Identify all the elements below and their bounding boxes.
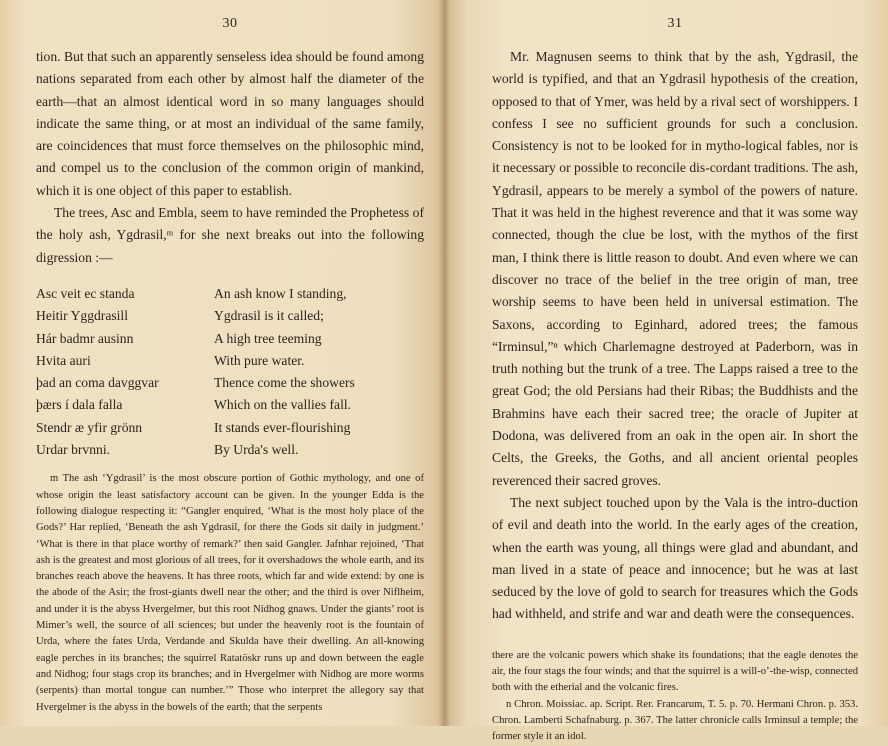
poem-line: Hár badmr ausinn [36, 330, 134, 346]
poem-line: Thence come the showers [214, 375, 355, 391]
footnote-m: m The ash ‘Ygdrasil’ is the most obscure portion of Gothic mythology, and one of whose origin the least satisfactory account can be given. In the younger Edda is the following dialogue respecting it: “Gangler enquired, ‘What is the most holy place of the Gods?’ Har replied, ‘Beneath the ash Ygdrasil, for there the Gods sit daily in judgment.’ ‘What is there in that place worthy of remark?’ then said Gangler. Jafnhar rejoined, ‘That ash is the greatest and most glorious of all trees, for it overshadows the whole earth, and its branches reach above the heavens. It has three roots, which far and wide extend: by one is the abode of the Asir; the frost-giants dwell near the other; and the third is over Niflheim, and under it is the abyss Hvergelmer, but this root Nidhog gnaws. Under the giants’ root is Mimer’s well, the source of all sciences; but under the heavenly root is the fountain of Urda, where the fates Urda, Verdande and Skulda have their dwelling. An all-knowing eagle perches in its branches; the squirrel Ratatöskr runs up and down between the eagle and Nidhog; four stags crop its branches; and in Hvergelmer with Nidhog are more worms (serpents) than mortal tongue can number.’” Those who interpret the allegory say that Hvergelmer is the abyss in the bowels of the earth; that the serpents [36, 473, 424, 713]
left-body-text [36, 46, 424, 269]
poem-english-column [214, 283, 424, 461]
poem-line: Hvita auri [36, 352, 91, 368]
right-body-text [492, 46, 858, 626]
poem-line: With pure water. [214, 352, 305, 368]
poem-norse-column [36, 283, 214, 461]
poem [36, 283, 424, 461]
poem-line: Asc veit ec standa [36, 285, 135, 301]
footnote [36, 471, 424, 715]
footnote-continued: there are the volcanic powers which shake its foundations; that the eagle denotes the air, the four stags the four winds; and that the squirrel is a will-o’-the-wisp, connected both with the etherial and the volcanic fires. [492, 649, 858, 694]
page-number: 30 [222, 16, 238, 31]
poem-line: Ygdrasil is it called; [214, 308, 324, 324]
poem-line: Urdar brvnni. [36, 442, 110, 458]
poem-line: þærs í dala falla [36, 397, 123, 413]
poem-line: þad an coma davggvar [36, 375, 159, 391]
book-gutter [438, 0, 450, 726]
footnote [492, 648, 858, 746]
paragraph: Mr. Magnusen seems to think that by the ash, Ygdrasil, the world is typified, and that an Ygdrasil hypothesis of the creation, opposed to that of Ymer, was held by a rival sect of worshippers. I confess I see no sufficient grounds for such a conclusion. Consistency is not to be looked for in mytho-logical fables, nor is it necessary or possible to reconcile dis-cordant traditions. The ash, Ygdrasil, appears to be merely a symbol of the powers of nature. That it was held in the highest reverence and that it was some way connected, though the clue be lost, with the mythos of the first man, I think there is little reason to doubt. And even where we can discover no trace of the belief in the tree origin of man, tree worship seems to have been held in universal estimation. The Saxons, according to Eginhard, adored trees; the famous “Irminsul,”ⁿ which Charlemagne destroyed at Paderborn, was in truth nothing but the trunk of a tree. The Lapps raised a tree to the great God; the old Persians had their Ribas; the Buddhists and the Brahmins have each their sacred tree; the oracle of Jupiter at Dodona, was delivered from an oak in the open air. In short the Celts, the Greeks, the Goths, and all ancient oriental peoples reverenced their sacred groves. [492, 49, 858, 488]
poem-line: Which on the vallies fall. [214, 397, 352, 413]
poem-line: A high tree teeming [214, 330, 322, 346]
poem-line: Stendr æ yfir grönn [36, 419, 143, 435]
left-page [0, 0, 444, 726]
paragraph: The next subject touched upon by the Vala is the intro-duction of evil and death into the world. In the early ages of the creation, when the earth was young, all things were glad and abundant, and man lived in a state of peace and innocence; but he was at last seduced by the love of gold to search for treasures which the Gods had withheld, and strife and war and death were the consequences. [492, 494, 858, 622]
poem-line: Heitir Yggdrasill [36, 308, 128, 324]
page-number: 31 [667, 16, 683, 31]
paragraph: tion. But that such an apparently senseless idea should be found among nations separated from each other by almost half the diameter of the earth—that an almost identical word in so many languages should indicate the same thing, or at most an individual of the same family, are coincidences that must force themselves on the philosophic mind, and compel us to the conclusion of the common origin of mankind, which it is one object of this paper to establish. [36, 49, 424, 198]
poem-line: It stands ever-flourishing [214, 419, 351, 435]
poem-line: An ash know I standing, [214, 285, 347, 301]
paragraph: The trees, Asc and Embla, seem to have reminded the Prophetess of the holy ash, Ygdrasil,ᵐ for she next breaks out into the following digression :— [36, 205, 424, 265]
footnote-n: n Chron. Moissiac. ap. Script. Rer. Francarum, T. 5. p. 70. Hermani Chron. p. 353. Chron. Lamberti Schafnaburg. p. 367. The latter chronicle calls Irminsul a temple; the former style it an idol. [492, 698, 858, 743]
right-page [444, 0, 888, 743]
poem-line: By Urda's well. [214, 442, 299, 458]
